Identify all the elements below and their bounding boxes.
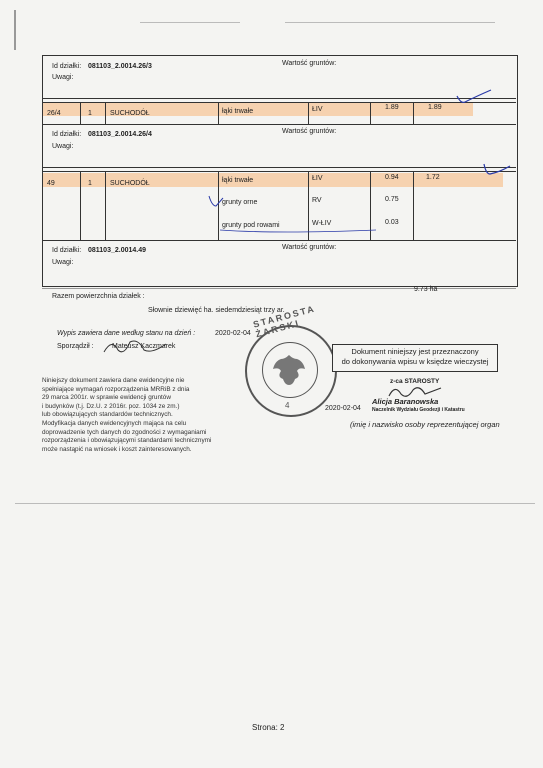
land-registry-stamp	[332, 344, 498, 372]
notice-line: i budynków (t.j. Dz.U. z 2016r. poz. 1034 ze zm.)	[42, 402, 180, 410]
row-place: SUCHODÓŁ	[110, 180, 150, 187]
parcel-notes-label: Uwagi:	[52, 143, 74, 150]
parcel-value-label: Wartość gruntów:	[282, 244, 337, 251]
parcel-id-label: Id działki:	[52, 63, 82, 70]
row-divider	[42, 171, 516, 172]
notice-line: 29 marca 2001r. w sprawie ewidencji gruntów	[42, 394, 171, 402]
notice-line: Modyfikacja danych ewidencyjnych mająca na celu	[42, 419, 187, 427]
row-total: 1.89	[428, 104, 442, 111]
signature-scribble	[100, 336, 170, 358]
row-area: 0.75	[385, 196, 399, 203]
page-number: Strona: 2	[252, 723, 285, 732]
row-divider	[42, 240, 516, 241]
col-divider	[80, 171, 81, 241]
row-parcel-no: 26/4	[47, 110, 61, 117]
parcel-notes-label: Uwagi:	[52, 259, 74, 266]
notice-line: rozporządzenia i obowiązującymi standardami technicznymi	[42, 437, 212, 445]
col-divider	[105, 171, 106, 241]
row-divider	[42, 124, 516, 125]
row-divider	[42, 98, 516, 99]
parcel-id-label: Id działki:	[52, 131, 82, 138]
parcel-id-label: Id działki:	[52, 247, 82, 254]
row-class: W-ŁIV	[312, 220, 332, 227]
row-parcel-no: 49	[47, 180, 55, 187]
col-divider	[413, 171, 414, 241]
row-divider	[42, 102, 516, 103]
seal-ring-text: STAROSTA ŻARSKI	[252, 303, 317, 340]
extract-date: 2020-02-04	[215, 330, 251, 337]
checkmark-icon	[455, 88, 495, 108]
row-use: łąki trwałe	[222, 177, 254, 184]
parcel-notes-label: Uwagi:	[52, 74, 74, 81]
parcel-value-label: Wartość gruntów:	[282, 60, 337, 67]
row-class: RV	[312, 197, 322, 204]
section-divider	[15, 503, 535, 504]
row-class: ŁIV	[312, 175, 323, 182]
col-divider	[413, 102, 414, 124]
extract-date-label: Wypis zawiera dane według stanu na dzień :	[57, 330, 196, 337]
row-highlight	[43, 103, 473, 116]
top-rule-left	[140, 22, 240, 23]
row-area: 1.89	[385, 104, 399, 111]
notice-line: może nastąpić na wniosek i koszt zainteresowanych.	[42, 445, 192, 453]
parcel-id: 081103_2.0014.26/4	[88, 131, 152, 138]
notice-line: Niniejszy dokument zawiera dane ewidencyjne nie	[42, 377, 185, 384]
col-divider	[105, 102, 106, 124]
signer-caption: (imię i nazwisko osoby reprezentującej organ	[350, 420, 500, 429]
total-words-label: Słownie :	[148, 307, 177, 314]
col-divider	[308, 102, 309, 124]
row-total: 1.72	[426, 174, 440, 181]
row-area: 0.03	[385, 219, 399, 226]
row-use: grunty orne	[222, 199, 258, 206]
row-class: ŁIV	[312, 106, 323, 113]
author-label: Sporządził :	[57, 343, 94, 350]
row-area: 0.94	[385, 174, 399, 181]
row-lp: 1	[88, 110, 92, 117]
total-area: 9.73 ha	[414, 286, 438, 293]
row-place: SUCHODÓŁ	[110, 110, 150, 117]
stamp-text-line: do dokonywania wpisu w księdze wieczystej	[341, 357, 489, 366]
stamp-text-line: Dokument niniejszy jest przeznaczony	[351, 347, 479, 356]
notice-line: spełniające wymagań rozporządzenia MRRiB z dnia	[42, 385, 190, 393]
author-name: Mateusz Kaczmarek	[112, 343, 176, 350]
col-divider	[370, 102, 371, 124]
seal-ring-number: 4	[285, 401, 290, 410]
row-use: łąki trwałe	[222, 108, 254, 115]
notice-text	[42, 377, 232, 454]
summary-divider	[42, 288, 516, 289]
checkmark-icon	[207, 194, 227, 210]
top-rule-right	[285, 22, 495, 23]
signer-role: z-ca STAROSTY	[390, 378, 440, 385]
row-divider	[42, 167, 516, 168]
sign-date: 2020-02-04	[325, 405, 361, 412]
checkmark-icon	[482, 160, 512, 180]
total-words: dziewięć ha. siedemdziesiąt trzy ar.	[175, 307, 285, 314]
eagle-emblem-icon	[269, 349, 309, 389]
total-area-label: Razem powierzchnia działek :	[52, 293, 145, 300]
col-divider	[80, 102, 81, 124]
underline-mark	[218, 226, 378, 236]
parcel-id: 081103_2.0014.49	[88, 247, 147, 254]
signer-name: Alicja Baranowska	[372, 397, 439, 406]
row-lp: 1	[88, 180, 92, 187]
signer-department: Naczelnik Wydziału Geodezji i Katastru	[372, 407, 465, 413]
parcel-value-label: Wartość gruntów:	[282, 128, 337, 135]
parcel-id: 081103_2.0014.26/3	[88, 63, 152, 70]
left-binding-mark	[14, 10, 16, 50]
notice-line: lub obowiązujących standardów technicznych.	[42, 411, 173, 419]
row-use: grunty pod rowami	[222, 222, 280, 229]
col-divider	[218, 102, 219, 124]
notice-line: doprowadzenie tych danych do zgodności z wymaganiami	[42, 428, 207, 436]
